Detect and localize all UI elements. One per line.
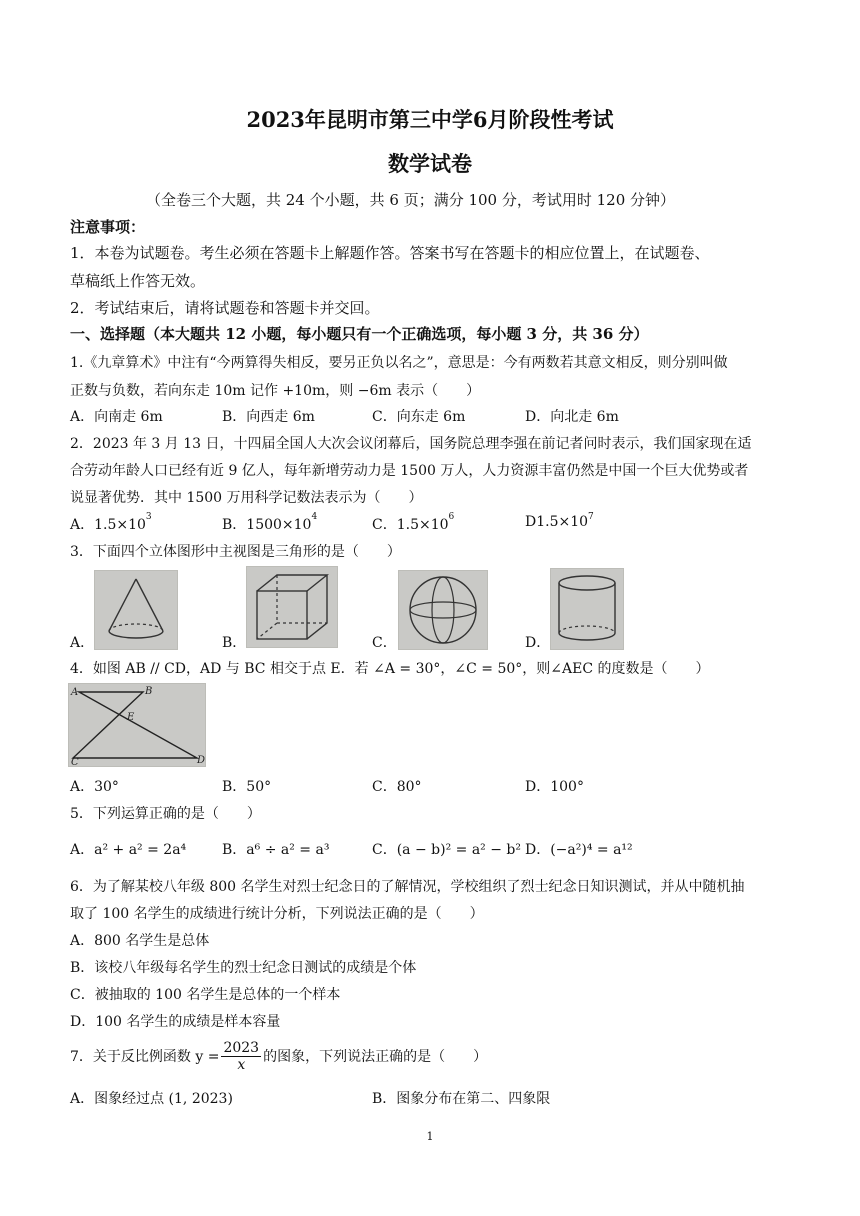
exam-info: （全卷三个大题，共 24 个小题，共 6 页；满分 100 分，考试用时 120 分钟） <box>146 191 676 209</box>
q1-line-1: 1.《九章算术》中注有“今两算得失相反，要另正负以名之”，意思是：今有两数若其意文相反，则分别叫做 <box>70 355 728 371</box>
q2-line-3: 说显著优势．其中 1500 万用科学记数法表示为（ ） <box>70 490 423 506</box>
q2-option-d: $D1.5\times 10^7$ <box>525 512 594 530</box>
q7-option-a: A．图象经过点 (1, 2023) <box>70 1091 233 1107</box>
cube-icon <box>246 566 338 648</box>
page-subtitle: 数学试卷 <box>388 151 472 176</box>
q6-option-c: C．被抽取的 100 名学生是总体的一个样本 <box>70 987 341 1003</box>
q5-option-b: B．a⁶ ÷ a² = a³ <box>222 842 330 858</box>
figure-label-b: B <box>145 686 153 697</box>
q4-option-b: B．50° <box>222 779 272 795</box>
q3-label-a: A． <box>70 635 95 651</box>
q4-option-d: D．100° <box>525 779 584 795</box>
q5-stem: 5．下列运算正确的是（ ） <box>70 806 261 822</box>
cylinder-icon <box>550 568 624 650</box>
q7-option-b: B．图象分布在第二、四象限 <box>372 1091 551 1107</box>
figure-label-c: C <box>71 757 79 766</box>
page-title: 2023年昆明市第三中学6月阶段性考试 <box>246 107 614 132</box>
figure-label-a: A <box>71 687 79 698</box>
q7-fraction-denominator: x <box>237 1056 246 1073</box>
notice-item-1-line-2: 草稿纸上作答无效。 <box>70 272 206 290</box>
q6-option-a: A．800 名学生是总体 <box>70 933 210 949</box>
figure-label-e: E <box>127 712 135 723</box>
q7-stem-before: 7．关于反比例函数 y = <box>70 1049 220 1065</box>
q3-label-b: B． <box>222 635 247 651</box>
q1-option-d: D．向北走 6m <box>525 409 619 425</box>
q2-option-a: A．$1.5\times 10^3$ <box>70 512 152 533</box>
q7-stem-after: 的图象，下列说法正确的是（ ） <box>263 1049 488 1065</box>
q3-stem: 3．下面四个立体图形中主视图是三角形的是（ ） <box>70 544 401 560</box>
section-heading: 一、选择题（本大题共 12 小题，每小题只有一个正确选项，每小题 3 分，共 36 分） <box>70 325 649 343</box>
q2-line-2: 合劳动年龄人口已经有近 9 亿人，每年新增劳动力是 1500 万人，人力资源丰富仍然是中国一个巨大优势或者 <box>70 463 749 479</box>
q3-label-c: C． <box>372 635 397 651</box>
notice-item-1-line-1: 1．本卷为试题卷。考生必须在答题卡上解题作答。答案书写在答题卡的相应位置上，在试题卷、 <box>70 244 710 262</box>
page-number: 1 <box>426 1130 434 1143</box>
q2-option-c: C．$1.5\times 10^6$ <box>372 512 455 533</box>
q4-option-a: A．30° <box>70 779 119 795</box>
q2-line-1: 2．2023 年 3 月 13 日，十四届全国人大次会议闭幕后，国务院总理李强在前记者问时表示，我们国家现在适 <box>70 436 752 452</box>
notice-heading: 注意事项： <box>70 218 146 236</box>
q5-option-a: A．a² + a² = 2a⁴ <box>70 842 187 858</box>
q4-option-c: C．80° <box>372 779 422 795</box>
q5-option-c: C．(a − b)² = a² − b² <box>372 842 521 858</box>
q5-option-d: D．(−a²)⁴ = a¹² <box>525 842 633 858</box>
q7-stem <box>70 1036 487 1076</box>
notice-item-2: 2．考试结束后，请将试题卷和答题卡并交回。 <box>70 299 380 317</box>
q2-option-b: B．$1500\times 10^4$ <box>222 512 318 533</box>
q4-stem: 4．如图 AB // CD，AD 与 BC 相交于点 E．若 ∠A = 30°，∠C = 50°，则∠AEC 的度数是（ ） <box>70 661 710 677</box>
q6-line-1: 6．为了解某校八年级 800 名学生对烈士纪念日的了解情况，学校组织了烈士纪念日知识测试，并从中随机抽 <box>70 879 745 895</box>
sphere-icon <box>398 570 488 650</box>
q6-line-2: 取了 100 名学生的成绩进行统计分析，下列说法正确的是（ ） <box>70 906 484 922</box>
cone-icon <box>94 570 178 650</box>
q7-fraction-numerator: 2023 <box>223 1039 260 1056</box>
q1-option-b: B．向西走 6m <box>222 409 315 425</box>
q1-line-2: 正数与负数，若向东走 10m 记作 +10m，则 −6m 表示（ ） <box>70 383 481 399</box>
figure-label-d: D <box>197 755 205 766</box>
q3-label-d: D． <box>525 635 551 651</box>
q6-option-b: B．该校八年级每名学生的烈士纪念日测试的成绩是个体 <box>70 960 417 976</box>
q7-fraction <box>221 1040 261 1073</box>
q4-geometry-figure <box>68 683 206 767</box>
q1-option-c: C．向东走 6m <box>372 409 466 425</box>
q6-option-d: D．100 名学生的成绩是样本容量 <box>70 1014 281 1030</box>
q1-option-a: A．向南走 6m <box>70 409 163 425</box>
